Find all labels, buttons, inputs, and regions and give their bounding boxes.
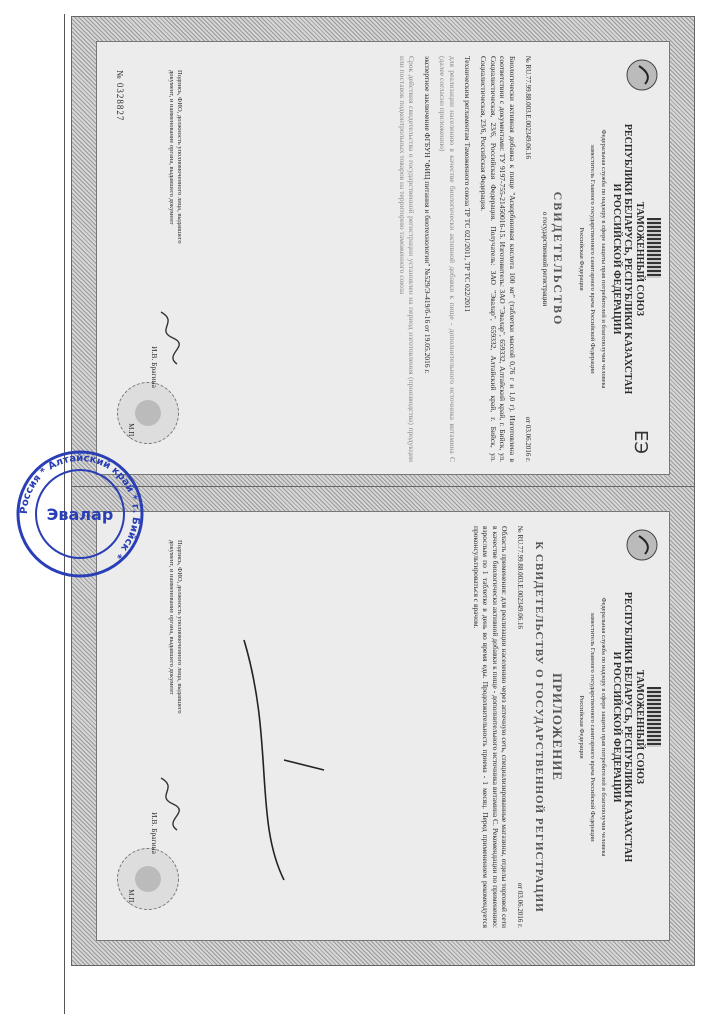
number-row [515,526,524,928]
certificate-body [96,41,670,475]
signatory-name: И.В. Брагина [150,812,159,854]
certificate-title: СВИДЕТЕЛЬСТВО [551,191,566,327]
svg-text:ЕЭ: ЕЭ [630,430,651,454]
appendix-body [96,511,670,941]
country-name: Российская Федерация [578,227,586,291]
certificate-rotated-content [97,42,671,476]
signature-caption: Подпись, ФИО, должность уполномоченного лица, выдавшего документ, и наименование органа, выдавшего документ [167,70,183,244]
signature-block [113,540,183,914]
certificate-number: RU.77.99.88.003.Е.002349.06.16 [523,64,532,159]
date-prefix: от [516,882,525,890]
company-stamp-icon [14,448,146,580]
appendix-number: RU.77.99.88.003.Е.002349.06.16 [516,534,525,629]
purpose-text: для реализации населению в качестве биологически активной добавки к пище - дополнительного источника витамина С (далее согласно приложению) [438,56,457,462]
validity-text: Срок действия свидетельства о государственной регистрации установлен на период изготовления (производства) продукции или поставок подконтрольных товаров на территорию таможенного союза [397,56,417,462]
appendix-title: ПРИЛОЖЕНИЕ [550,672,566,782]
evrazes-logo-icon [625,58,659,92]
document-page [64,14,705,1014]
number-prefix: № [523,56,532,63]
deputy-title: заместитель Главного государственного санитарного врача Российской Федерации [589,144,597,374]
date-prefix: от [523,416,532,424]
certificate-subtitle: о государственной регистрации [540,211,549,307]
appendix-date: 03.06.2016 г. [516,890,525,928]
appendix-frame [71,486,695,966]
evrazes-logo-icon [625,528,659,562]
scope-text: Область применения: для реализации населению через аптечную сеть, специализированные магазины, отделы торговой сети в качестве биологически активной добавки к пище - дополнительного источника витамина С. Рекомендации по применению: взрослым по 1 таблетке в день во время еды. Продолжительность приема - 1 месяц. Перед применением рекомендуется проконсультироваться с врачом. [471,526,510,928]
agency-name: Федеральная служба по надзору в сфере защиты прав потребителей и благополучия человека [600,597,608,857]
regulation-text: Техническим регламентам Таможенного союза ТР ТС 021/2011, ТР ТС 022/2011 [463,56,473,313]
seal-place-label: М.П. [127,889,135,904]
union-header: ТАМОЖЕННЫЙ СОЮЗ РЕСПУБЛИКИ БЕЛАРУСЬ, РЕСПУБЛИКИ КАЗАХСТАН И РОССИЙСКОЙ ФЕДЕРАЦИИ [611,591,645,863]
number-prefix: № [516,526,525,533]
certificate-date: 03.06.2016 г. [523,424,532,462]
product-text: Биологически активная добавка к пище "Аскорбиновая кислота 100 мг" (таблетки массой 0,76 г и 1,0 г). Изготовлена в соответствии с документами: ТУ 9197-755-21450016-15. Изготовитель: ЗАО "Эвалар", 659332, Алтайский край, г. Бийск, ул. Социалистическая, 23/6, Российская Федерация. Получатель: ЗАО "Эвалар", 659332, Алтайский край, г. Бийск, ул. Социалистическая, 23/6, Российская Федерация. [479,56,517,462]
ornament-band [647,687,661,747]
signature-caption: Подпись, ФИО, должность уполномоченного лица, выдавшего документ, и наименование органа, выдавшего документ [167,540,183,714]
country-name: Российская Федерация [578,695,586,759]
seal-place-label: М.П. [127,423,135,438]
appendix-rotated-content [97,512,671,942]
agency-name: Федеральная служба по надзору в сфере защиты прав потребителей и благополучия человека [600,129,608,389]
signature-block [113,70,183,448]
pen-mark-icon [214,620,334,890]
expert-text: экспертное заключение ФГБУН "ФИЦ питания и биотехнологии" №529/Э-419/б-16 от 19.05.2016 г. [422,56,432,374]
union-header: ТАМОЖЕННЫЙ СОЮЗ РЕСПУБЛИКИ БЕЛАРУСЬ, РЕСПУБЛИКИ КАЗАХСТАН И РОССИЙСКОЙ ФЕДЕРАЦИИ [611,123,645,395]
eac-mark-icon [625,426,659,460]
certificate-frame [71,16,695,500]
signatory-name: И.В. Брагина [150,346,159,388]
stamp-ring-text: Россия * Алтайский край * г. Бийск * [18,452,142,561]
deputy-title: заместитель Главного государственного санитарного врача Российской Федерации [589,612,597,842]
appendix-subtitle: К СВИДЕТЕЛЬСТВУ О ГОСУДАРСТВЕННОЙ РЕГИСТРАЦИИ [533,541,546,913]
serial-number: № 0328827 [114,70,125,122]
ornament-band [647,218,661,278]
stamp-center-text: Эвалар [46,505,114,524]
number-row [523,56,532,462]
